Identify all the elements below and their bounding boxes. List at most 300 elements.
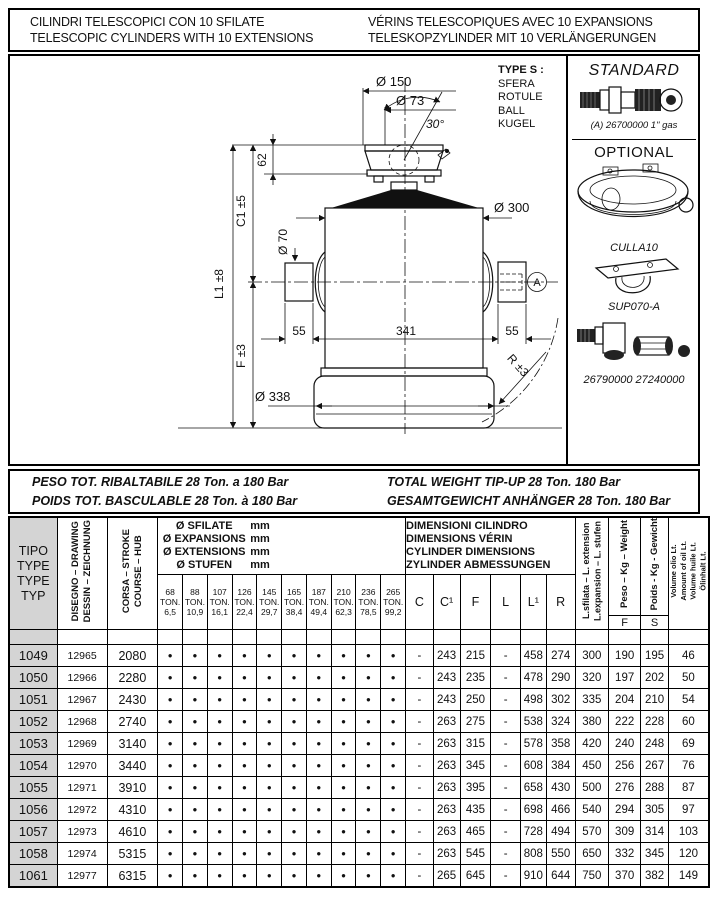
extension-dot-cell: ●	[232, 755, 257, 777]
extension-dot-cell: ●	[158, 733, 183, 755]
extension-dot-cell: ●	[257, 821, 282, 843]
extension-dot-cell: ●	[232, 733, 257, 755]
value-cell: 570	[575, 821, 608, 843]
spacer-cell	[641, 630, 669, 645]
standard-heading: STANDARD	[588, 62, 680, 79]
extension-dot-cell: ●	[282, 711, 307, 733]
extension-dot-cell: ●	[232, 667, 257, 689]
ton-header-line: 22,4	[236, 606, 253, 617]
extension-dot-cell: ●	[282, 689, 307, 711]
value-cell: -	[406, 821, 434, 843]
extension-dot-cell: ●	[306, 821, 331, 843]
extension-dot-cell: ●	[331, 865, 356, 887]
ton-column-header	[232, 574, 257, 630]
value-cell: -	[491, 711, 521, 733]
value-cell: 222	[609, 711, 641, 733]
weight-note-de: GESAMTGEWICHT ANHÄNGER 28 Ton. 180 Bar	[387, 493, 671, 508]
extension-dot-cell: ●	[331, 645, 356, 667]
value-cell: 435	[460, 799, 491, 821]
spacer-cell	[207, 630, 232, 645]
spacer-cell	[406, 630, 434, 645]
spacer-cell	[9, 630, 57, 645]
table-row	[9, 777, 709, 799]
value-cell: 243	[433, 645, 460, 667]
extension-dot-cell: ●	[282, 799, 307, 821]
type-s-item-ball: BALL	[498, 104, 525, 117]
type-cell: 1056	[9, 799, 57, 821]
value-cell: 658	[520, 777, 546, 799]
extension-dot-cell: ●	[183, 843, 208, 865]
extension-dot-cell: ●	[356, 777, 381, 799]
title-column-right	[360, 10, 698, 50]
value-cell: 263	[433, 777, 460, 799]
extension-dot-cell: ●	[207, 821, 232, 843]
ton-header-line: 165	[286, 586, 302, 597]
extension-dot-cell: ●	[232, 799, 257, 821]
extension-dot-cell: ●	[257, 689, 282, 711]
dim-label-d70: Ø 70	[276, 228, 290, 256]
value-cell: 380	[575, 711, 608, 733]
extension-dot-cell: ●	[282, 755, 307, 777]
extension-dot-cell: ●	[158, 799, 183, 821]
extension-dot-cell: ●	[381, 821, 406, 843]
value-cell: 478	[520, 667, 546, 689]
extension-dot-cell: ●	[158, 711, 183, 733]
value-cell: 267	[641, 755, 669, 777]
ton-column-header	[183, 574, 208, 630]
table-row	[9, 667, 709, 689]
extension-dot-cell: ●	[207, 733, 232, 755]
extension-dot-cell: ●	[158, 755, 183, 777]
extension-dot-cell: ●	[306, 645, 331, 667]
drawing-number-cell: 12970	[57, 755, 107, 777]
extension-dot-cell: ●	[331, 755, 356, 777]
dim-column-header: C¹	[433, 574, 460, 630]
extension-dot-cell: ●	[207, 689, 232, 711]
value-cell: 650	[575, 843, 608, 865]
value-cell: -	[491, 865, 521, 887]
value-cell: 305	[641, 799, 669, 821]
ton-header-line: TON.	[234, 596, 255, 607]
value-cell: 263	[433, 799, 460, 821]
ton-header-line: 68	[165, 586, 175, 597]
value-cell: 540	[575, 799, 608, 821]
extension-dot-cell: ●	[183, 821, 208, 843]
value-cell: -	[491, 777, 521, 799]
spacer-cell	[609, 630, 641, 645]
extension-dot-cell: ●	[183, 865, 208, 887]
spacer-cell	[575, 630, 608, 645]
spacer-cell	[107, 630, 158, 645]
stroke-cell: 6315	[107, 865, 158, 887]
type-cell: 1061	[9, 865, 57, 887]
value-cell: 302	[546, 689, 575, 711]
extension-dot-cell: ●	[183, 755, 208, 777]
extension-dot-cell: ●	[381, 865, 406, 887]
extension-dot-cell: ●	[257, 711, 282, 733]
dim-label-d300: Ø 300	[494, 200, 530, 215]
stroke-cell: 3440	[107, 755, 158, 777]
extensions-group-header: Ø SFILATE mm Ø EXPANSIONS mm Ø EXTENSIONS mm Ø STUFEN mm	[158, 517, 406, 574]
extension-dot-cell: ●	[356, 711, 381, 733]
dim-column-header: F	[460, 574, 491, 630]
ton-header-line: TON.	[283, 596, 305, 607]
drawing-column-header: DISEGNO – DRAWING DESSIN – ZEICHNUNG	[57, 517, 107, 630]
extension-dot-cell: ●	[158, 667, 183, 689]
title-german: TELESKOPZYLINDER MIT 10 VERLÄNGERUNGEN	[368, 31, 657, 45]
weight-s-column-header: Poids - Kg - Gewicht	[641, 517, 669, 616]
value-cell: 243	[433, 667, 460, 689]
cylinder-technical-drawing	[10, 56, 566, 464]
type-cell: 1050	[9, 667, 57, 689]
extension-dot-cell: ●	[381, 711, 406, 733]
drawing-number-cell: 12977	[57, 865, 107, 887]
value-cell: 202	[641, 667, 669, 689]
extension-dot-cell: ●	[331, 777, 356, 799]
ton-header-line: 187	[311, 586, 326, 597]
dim-label-f: F ±3	[234, 344, 248, 368]
value-cell: 458	[520, 645, 546, 667]
extension-dot-cell: ●	[381, 689, 406, 711]
culla10-label: CULLA10	[610, 242, 658, 254]
extension-dot-cell: ●	[306, 711, 331, 733]
type-cell: 1055	[9, 777, 57, 799]
extension-dot-cell: ●	[381, 843, 406, 865]
value-cell: 288	[641, 777, 669, 799]
value-cell: 420	[575, 733, 608, 755]
value-cell: -	[491, 645, 521, 667]
ton-header-line: 62,3	[335, 606, 352, 617]
ton-column-header	[257, 574, 282, 630]
extension-dot-cell: ●	[257, 865, 282, 887]
stroke-cell: 5315	[107, 843, 158, 865]
value-cell: 395	[460, 777, 491, 799]
extension-dot-cell: ●	[306, 733, 331, 755]
extension-dot-cell: ●	[331, 711, 356, 733]
value-cell: -	[491, 821, 521, 843]
value-cell: 644	[546, 865, 575, 887]
ton-column-header	[207, 574, 232, 630]
value-cell: 494	[546, 821, 575, 843]
extension-dot-cell: ●	[183, 645, 208, 667]
weight-note-en: TOTAL WEIGHT TIP-UP 28 Ton. 180 Bar	[387, 475, 621, 490]
ton-header-line: 99,2	[384, 606, 402, 617]
dim-label-62: 62	[255, 153, 269, 167]
value-cell: 498	[520, 689, 546, 711]
stroke-cell: 4310	[107, 799, 158, 821]
drawing-number-cell: 12973	[57, 821, 107, 843]
drawing-number-cell: 12971	[57, 777, 107, 799]
extension-dot-cell: ●	[381, 645, 406, 667]
spacer-cell	[158, 630, 183, 645]
title-italian: CILINDRI TELESCOPICI CON 10 SFILATE	[30, 15, 265, 29]
drawing-number-cell: 12967	[57, 689, 107, 711]
value-cell: 263	[433, 755, 460, 777]
stroke-cell: 2280	[107, 667, 158, 689]
value-cell: 276	[609, 777, 641, 799]
optional-heading: OPTIONAL	[594, 144, 674, 161]
value-cell: 370	[609, 865, 641, 887]
extension-dot-cell: ●	[331, 821, 356, 843]
extension-dot-cell: ●	[158, 645, 183, 667]
dim-column-header: R	[546, 574, 575, 630]
table-row	[9, 689, 709, 711]
value-cell: 210	[641, 689, 669, 711]
value-cell: 263	[433, 843, 460, 865]
title-column-left	[10, 10, 360, 50]
extension-dot-cell: ●	[306, 777, 331, 799]
type-cell: 1052	[9, 711, 57, 733]
extension-dot-cell: ●	[356, 645, 381, 667]
sup070a-label: SUP070-A	[608, 301, 660, 313]
spacer-cell	[183, 630, 208, 645]
value-cell: 46	[668, 645, 709, 667]
weight-note-fr: POIDS TOT. BASCULABLE 28 Ton. à 180 Bar	[32, 493, 298, 508]
value-cell: 300	[575, 645, 608, 667]
ton-header-line: 78,5	[360, 606, 377, 617]
extension-dot-cell: ●	[257, 645, 282, 667]
panel-separator	[572, 139, 696, 140]
extension-dot-cell: ●	[356, 667, 381, 689]
extension-dot-cell: ●	[207, 865, 232, 887]
spacer-cell	[460, 630, 491, 645]
type-cell: 1058	[9, 843, 57, 865]
spacer-cell	[381, 630, 406, 645]
sup070a-image	[588, 256, 680, 300]
value-cell: 54	[668, 689, 709, 711]
value-cell: 545	[460, 843, 491, 865]
ton-header-line: 236	[361, 586, 376, 597]
value-cell: 240	[609, 733, 641, 755]
value-cell: 263	[433, 711, 460, 733]
value-cell: 97	[668, 799, 709, 821]
extension-dot-cell: ●	[158, 843, 183, 865]
value-cell: 263	[433, 821, 460, 843]
dim-column-header: L	[491, 574, 521, 630]
extension-dot-cell: ●	[306, 799, 331, 821]
standard-fitting-image	[578, 82, 690, 118]
extension-dot-cell: ●	[282, 821, 307, 843]
value-cell: 578	[520, 733, 546, 755]
type-s-block	[498, 64, 544, 132]
value-cell: 76	[668, 755, 709, 777]
extension-dot-cell: ●	[232, 645, 257, 667]
accessories-panel	[566, 56, 700, 464]
extension-dot-cell: ●	[331, 843, 356, 865]
fittings-image	[573, 315, 695, 373]
value-cell: 215	[460, 645, 491, 667]
spacer-cell	[546, 630, 575, 645]
dim-label-341: 341	[395, 324, 417, 338]
value-cell: 315	[460, 733, 491, 755]
table-row	[9, 821, 709, 843]
extension-dot-cell: ●	[331, 667, 356, 689]
stroke-cell: 2080	[107, 645, 158, 667]
weight-note-it: PESO TOT. RIBALTABILE 28 Ton. a 180 Bar	[32, 475, 289, 490]
ton-header-line: 29,7	[260, 606, 278, 617]
weight-sub-header-f: F	[609, 616, 641, 630]
table-row	[9, 711, 709, 733]
ton-column-header	[282, 574, 307, 630]
spacer-cell	[356, 630, 381, 645]
spacer-cell	[257, 630, 282, 645]
value-cell: 465	[460, 821, 491, 843]
extension-dot-cell: ●	[183, 711, 208, 733]
value-cell: 645	[460, 865, 491, 887]
ton-column-header	[306, 574, 331, 630]
value-cell: 275	[460, 711, 491, 733]
value-cell: 335	[575, 689, 608, 711]
dim-label-55-right: 55	[505, 324, 519, 338]
value-cell: -	[406, 645, 434, 667]
technical-drawing-box	[8, 54, 700, 466]
ton-header-line: TON.	[383, 596, 404, 607]
value-cell: 103	[668, 821, 709, 843]
ton-header-line: 16,1	[211, 606, 228, 617]
value-cell: 332	[609, 843, 641, 865]
ton-header-line: 265	[386, 586, 401, 597]
dimension-lines	[232, 88, 558, 428]
dim-label-55-left: 55	[292, 324, 306, 338]
value-cell: -	[406, 711, 434, 733]
value-cell: 430	[546, 777, 575, 799]
extension-dot-cell: ●	[207, 755, 232, 777]
drawing-number-cell: 12969	[57, 733, 107, 755]
extension-dot-cell: ●	[158, 689, 183, 711]
value-cell: 324	[546, 711, 575, 733]
stroke-column-header: CORSA – STROKE COURSE – HUB	[107, 517, 158, 630]
extension-dot-cell: ●	[232, 865, 257, 887]
extension-dot-cell: ●	[158, 821, 183, 843]
value-cell: 309	[609, 821, 641, 843]
drawing-number-cell: 12972	[57, 799, 107, 821]
type-s-heading: TYPE S :	[498, 64, 544, 76]
extension-dot-cell: ●	[356, 755, 381, 777]
type-cell: 1053	[9, 733, 57, 755]
type-cell: 1054	[9, 755, 57, 777]
dim-label-d73: Ø 73	[396, 93, 425, 108]
extension-dot-cell: ●	[282, 645, 307, 667]
value-cell: 120	[668, 843, 709, 865]
ton-header-line: 210	[336, 586, 351, 597]
ton-header-line: TON.	[358, 596, 379, 607]
value-cell: 197	[609, 667, 641, 689]
value-cell: 294	[609, 799, 641, 821]
value-cell: 750	[575, 865, 608, 887]
oil-volume-column-header: Volume olio Lt. Amount of oil Lt. Volume huile Lt. Ölinhalt Lt.	[668, 517, 709, 630]
standard-code-label: (A) 26700000 1" gas	[590, 120, 678, 131]
value-cell: 290	[546, 667, 575, 689]
ton-header-line: 10,9	[186, 606, 204, 617]
extension-dot-cell: ●	[306, 755, 331, 777]
extension-dot-cell: ●	[282, 733, 307, 755]
type-cell: 1049	[9, 645, 57, 667]
value-cell: 382	[641, 865, 669, 887]
drawing-number-cell: 12974	[57, 843, 107, 865]
value-cell: -	[406, 667, 434, 689]
value-cell: 608	[520, 755, 546, 777]
page-title-box	[8, 8, 700, 52]
value-cell: 550	[546, 843, 575, 865]
extension-dot-cell: ●	[381, 733, 406, 755]
value-cell: 69	[668, 733, 709, 755]
value-cell: 248	[641, 733, 669, 755]
value-cell: 384	[546, 755, 575, 777]
extension-dot-cell: ●	[158, 777, 183, 799]
stroke-cell: 2430	[107, 689, 158, 711]
value-cell: 358	[546, 733, 575, 755]
stroke-cell: 2740	[107, 711, 158, 733]
value-cell: 256	[609, 755, 641, 777]
spacer-cell	[331, 630, 356, 645]
extension-dot-cell: ●	[232, 821, 257, 843]
value-cell: -	[491, 843, 521, 865]
value-cell: 195	[641, 645, 669, 667]
extension-dot-cell: ●	[331, 799, 356, 821]
extension-dot-cell: ●	[282, 843, 307, 865]
value-cell: 235	[460, 667, 491, 689]
extension-dot-cell: ●	[183, 799, 208, 821]
stroke-cell: 3140	[107, 733, 158, 755]
type-s-item-rotule: ROTULE	[498, 91, 543, 103]
spacer-cell	[491, 630, 521, 645]
extension-dot-cell: ●	[381, 799, 406, 821]
ton-header-line: TON.	[259, 596, 280, 607]
extension-dot-cell: ●	[306, 865, 331, 887]
extension-dot-cell: ●	[356, 689, 381, 711]
extension-dot-cell: ●	[356, 733, 381, 755]
extension-dot-cell: ●	[207, 645, 232, 667]
value-cell: 538	[520, 711, 546, 733]
spacer-cell	[668, 630, 709, 645]
value-cell: -	[491, 689, 521, 711]
spec-table	[8, 516, 710, 888]
dim-label-r: R ±3	[504, 351, 532, 380]
ton-header-line: 49,4	[310, 606, 328, 617]
ton-column-header	[331, 574, 356, 630]
extension-dot-cell: ●	[257, 755, 282, 777]
value-cell: 320	[575, 667, 608, 689]
value-cell: 265	[433, 865, 460, 887]
stroke-cell: 4610	[107, 821, 158, 843]
spacer-cell	[520, 630, 546, 645]
weight-f-column-header: Peso – Kg – Weight	[609, 517, 641, 616]
value-cell: 204	[609, 689, 641, 711]
value-cell: 728	[520, 821, 546, 843]
extension-dot-cell: ●	[282, 865, 307, 887]
ton-header-line: TON.	[184, 596, 205, 607]
value-cell: 314	[641, 821, 669, 843]
ton-column-header	[158, 574, 183, 630]
extension-dot-cell: ●	[282, 667, 307, 689]
extension-dot-cell: ●	[356, 821, 381, 843]
extension-dot-cell: ●	[381, 667, 406, 689]
ton-column-header	[381, 574, 406, 630]
drawing-number-cell: 12966	[57, 667, 107, 689]
extension-dot-cell: ●	[207, 843, 232, 865]
title-french: VÉRINS TELESCOPIQUES AVEC 10 EXPANSIONS	[368, 15, 653, 29]
dim-column-header: L¹	[520, 574, 546, 630]
extension-dot-cell: ●	[232, 843, 257, 865]
port-a-label: A	[533, 277, 541, 289]
table-row	[9, 645, 709, 667]
title-english: TELESCOPIC CYLINDERS WITH 10 EXTENSIONS	[30, 31, 314, 45]
spacer-cell	[282, 630, 307, 645]
extension-dot-cell: ●	[306, 843, 331, 865]
value-cell: 190	[609, 645, 641, 667]
extension-dot-cell: ●	[207, 799, 232, 821]
weight-note-box	[8, 469, 700, 514]
